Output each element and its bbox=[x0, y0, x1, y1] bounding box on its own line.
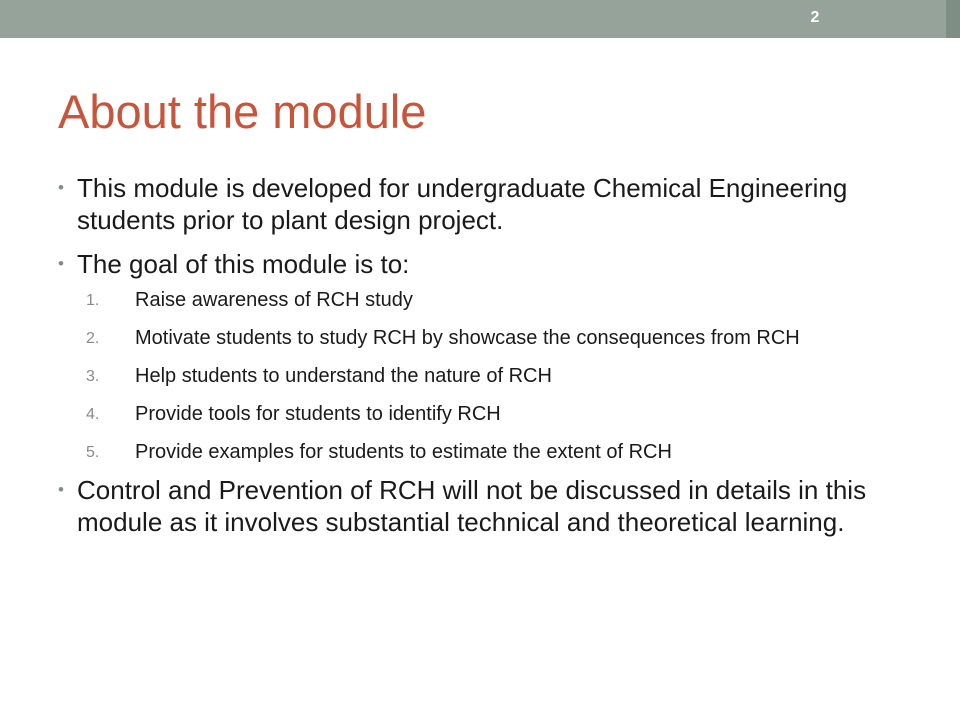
item-text: Provide examples for students to estimate the extent of RCH bbox=[135, 441, 672, 463]
item-number: 5. bbox=[86, 444, 100, 461]
numbered-item bbox=[58, 288, 908, 313]
bullet-text: The goal of this module is to: bbox=[77, 249, 410, 279]
item-number: 1. bbox=[86, 292, 100, 309]
bullet-text: This module is developed for undergraduate Chemical Engineering students prior to plant design project. bbox=[77, 173, 848, 235]
bullet-text: Control and Prevention of RCH will not be discussed in details in this module as it involves substantial technical and theoretical learning. bbox=[77, 475, 867, 537]
item-number: 2. bbox=[86, 330, 100, 347]
bullet-dot-icon: • bbox=[58, 178, 64, 197]
numbered-item bbox=[58, 402, 908, 427]
item-text: Motivate students to study RCH by showcase the consequences from RCH bbox=[135, 327, 800, 349]
top-bar-accent bbox=[946, 0, 960, 38]
item-text: Help students to understand the nature of RCH bbox=[135, 365, 552, 387]
item-text: Provide tools for students to identify RCH bbox=[135, 403, 501, 425]
numbered-item bbox=[58, 326, 908, 351]
item-number: 4. bbox=[86, 406, 100, 423]
numbered-item bbox=[58, 364, 908, 389]
numbered-list bbox=[58, 288, 908, 465]
bullet-item bbox=[58, 474, 908, 538]
item-text: Raise awareness of RCH study bbox=[135, 289, 413, 311]
bullet-item bbox=[58, 248, 908, 280]
slide-title: About the module bbox=[58, 85, 427, 138]
bullet-item bbox=[58, 172, 908, 236]
item-number: 3. bbox=[86, 368, 100, 385]
numbered-item bbox=[58, 440, 908, 465]
bullet-dot-icon: • bbox=[58, 480, 64, 499]
slide-number: 2 bbox=[810, 9, 820, 26]
bullet-dot-icon: • bbox=[58, 254, 64, 273]
slide-content bbox=[58, 172, 908, 538]
